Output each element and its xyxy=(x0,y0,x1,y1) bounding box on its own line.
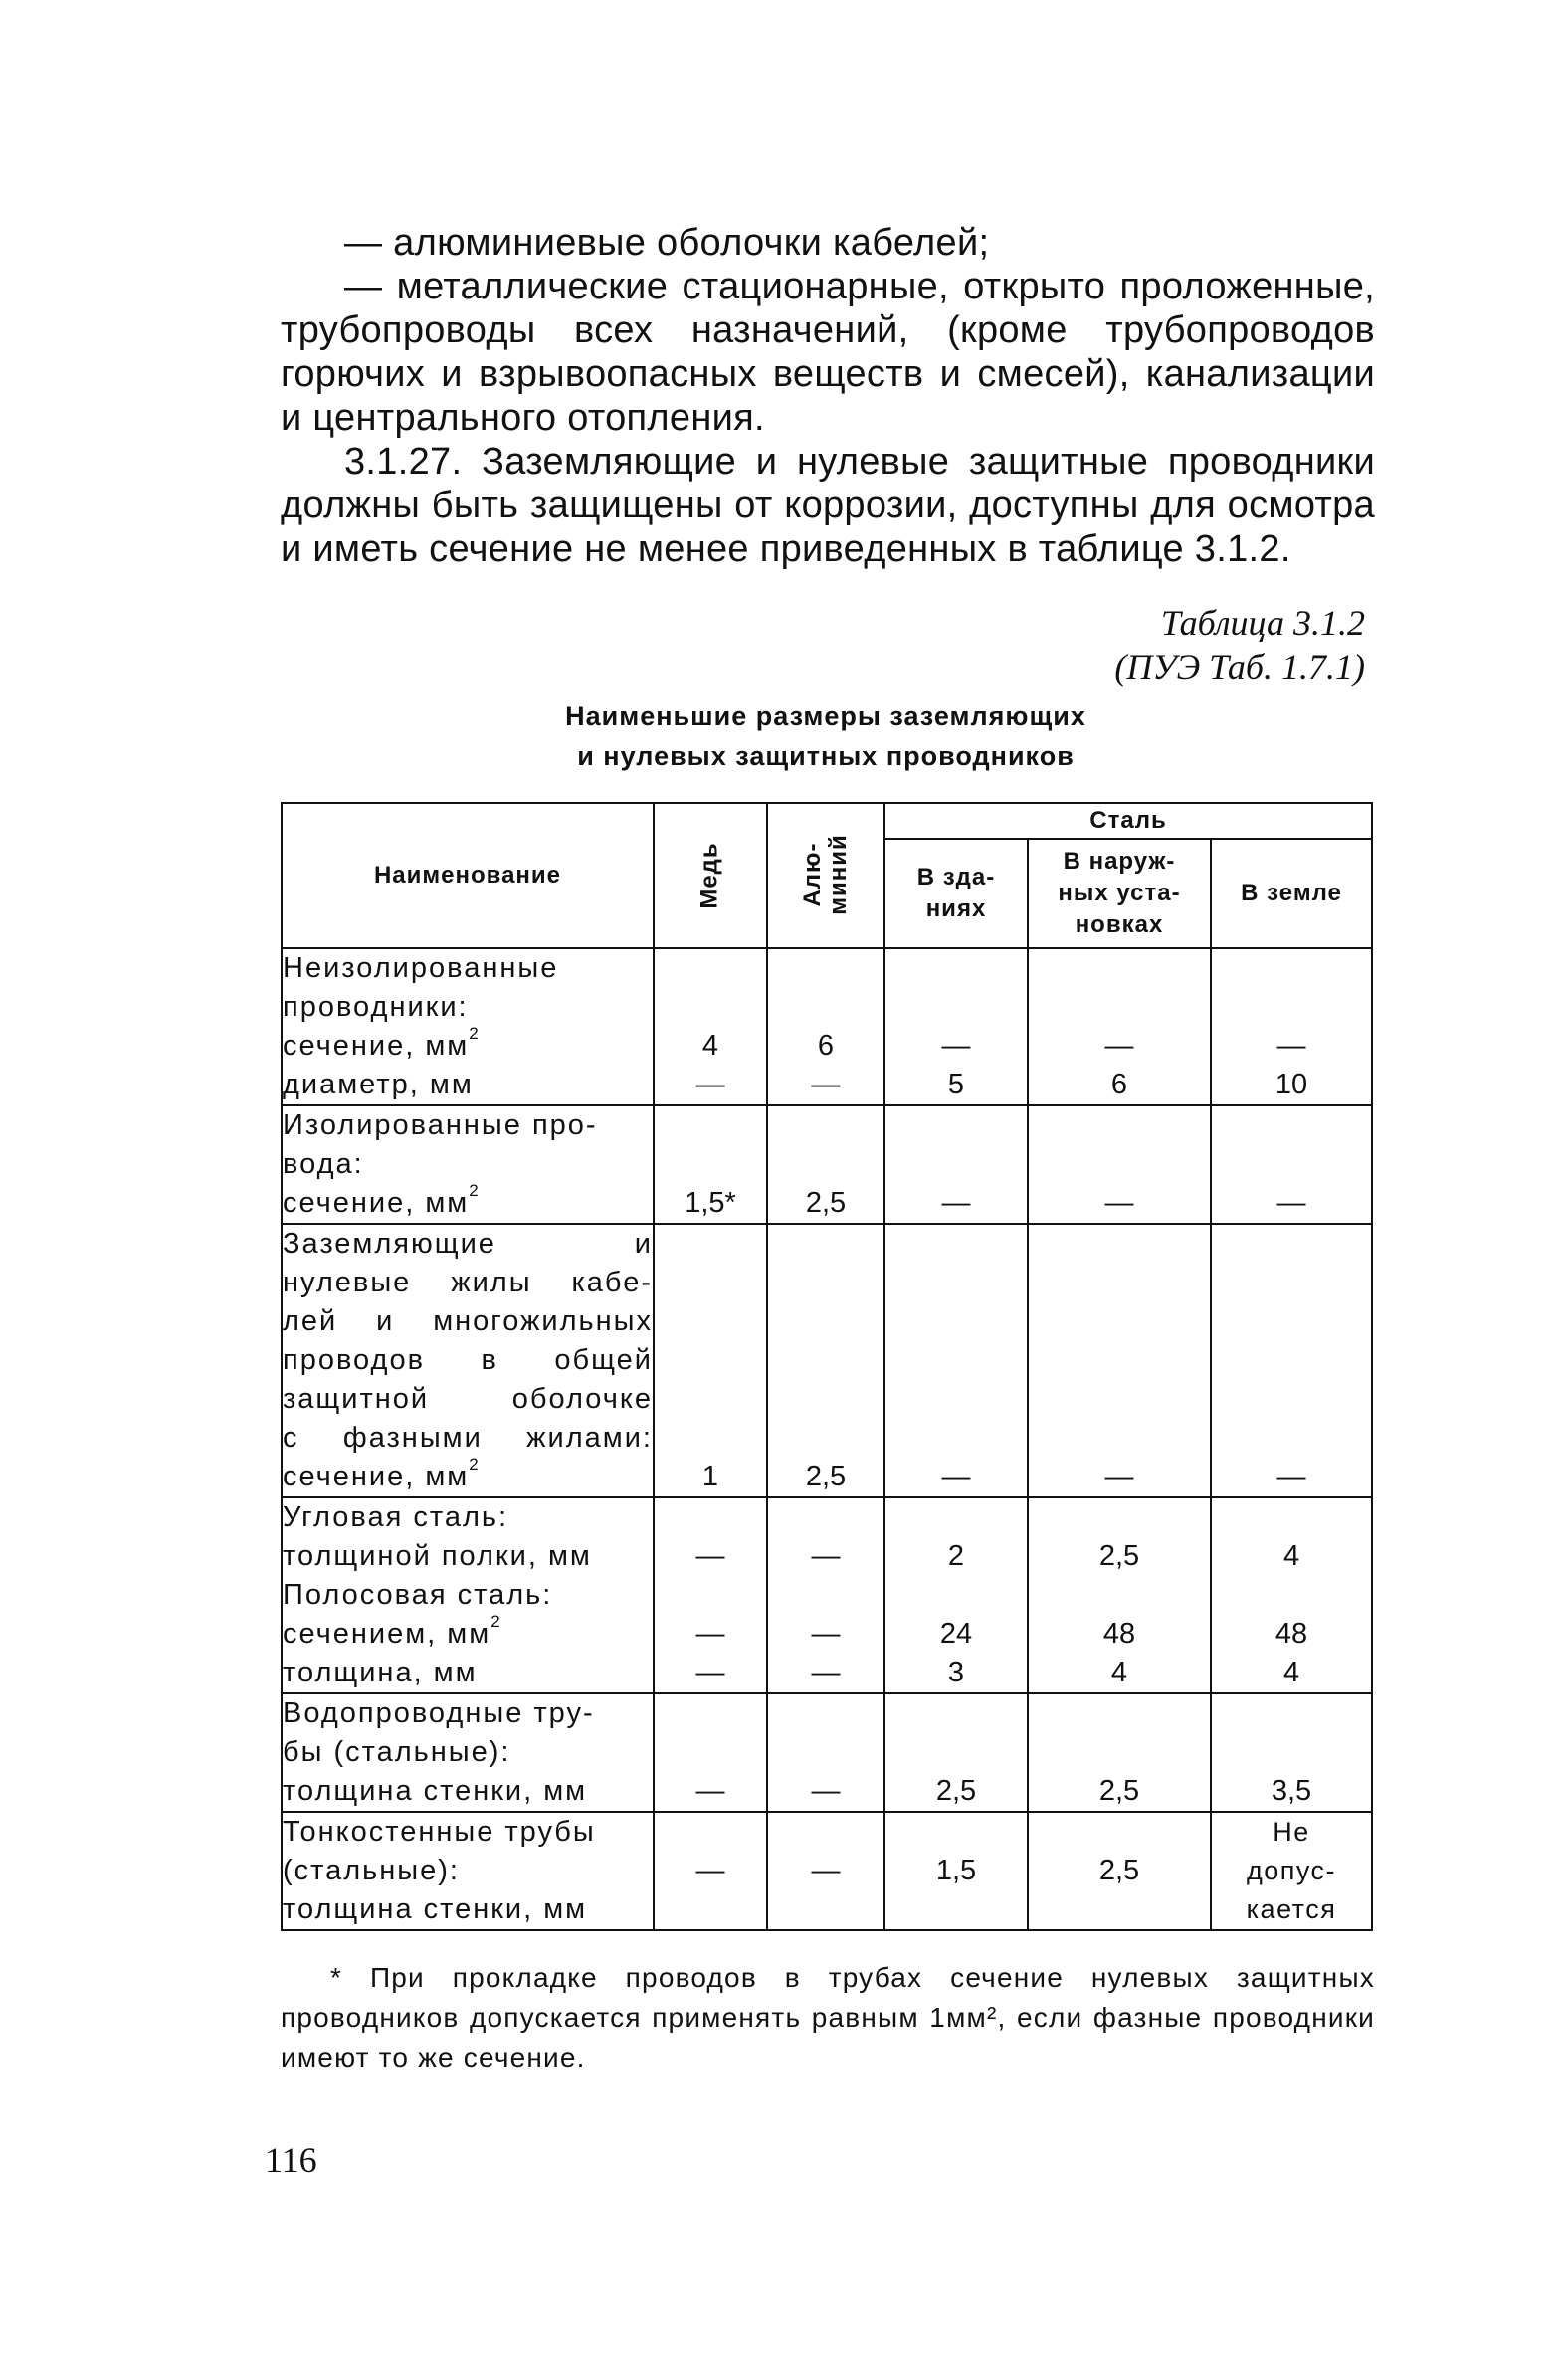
cell-value: — xyxy=(695,1618,725,1650)
cell-value: 3 xyxy=(947,1657,965,1688)
cell-value xyxy=(655,1264,766,1302)
cell-value: — xyxy=(811,1540,841,1572)
cell-value: — xyxy=(811,1618,841,1650)
cell-value: — xyxy=(695,1657,725,1688)
cell-value xyxy=(885,1380,1027,1419)
cell-value: 2,5 xyxy=(1098,1540,1140,1572)
cell-value xyxy=(885,1733,1027,1772)
cell-in-ground xyxy=(1211,1224,1372,1497)
cell-value: кается xyxy=(1246,1894,1337,1924)
cell-value xyxy=(1212,1225,1371,1264)
superscript: 2 xyxy=(469,1455,481,1474)
cell-value: — xyxy=(695,1855,725,1886)
cell-value: — xyxy=(941,1461,971,1492)
cell-value xyxy=(768,988,883,1027)
cell-aluminium xyxy=(767,1105,884,1224)
table-row xyxy=(282,1105,1372,1224)
header-outdoor: В наруж- ных уста- новках xyxy=(1028,839,1211,948)
cell-value xyxy=(655,949,766,988)
cell-value xyxy=(655,1890,766,1929)
cell-value xyxy=(885,1498,1027,1537)
paragraph-3-1-27: 3.1.27. Заземляющие и нулевые защитные проводники должны быть защищены от коррозии, доступны для осмотра и иметь сечение не менее приведенных в таблице 3.1.2. xyxy=(281,441,1375,570)
cell-value xyxy=(655,1813,766,1852)
cell-value: 6 xyxy=(1110,1069,1128,1100)
cell-value xyxy=(885,1890,1027,1929)
cell-value: — xyxy=(1276,1461,1306,1492)
cell-value xyxy=(885,1145,1027,1184)
cell-value: 2 xyxy=(947,1540,965,1572)
cell-value xyxy=(1212,1694,1371,1733)
cell-value: — xyxy=(811,1775,841,1807)
cell-value xyxy=(768,1145,883,1184)
cell-copper xyxy=(654,1693,767,1812)
cell-aluminium xyxy=(767,1693,884,1812)
cell-value: 4 xyxy=(1282,1657,1300,1688)
cell-value xyxy=(885,1576,1027,1615)
cell-value xyxy=(1212,1145,1371,1184)
cell-aluminium xyxy=(767,1497,884,1693)
cell-value xyxy=(655,1419,766,1458)
cell-value: Не xyxy=(1273,1817,1310,1847)
row-name-line: толщиной полки, мм xyxy=(283,1540,592,1572)
cell-in-ground xyxy=(1211,1105,1372,1224)
superscript: 2 xyxy=(469,1024,481,1043)
cell-copper xyxy=(654,1812,767,1930)
cell-value xyxy=(1212,1380,1371,1419)
cell-value xyxy=(885,1302,1027,1341)
cell-value xyxy=(1029,1341,1210,1380)
cell-copper xyxy=(654,1105,767,1224)
cell-value xyxy=(1212,1576,1371,1615)
cell-in-buildings xyxy=(884,1693,1028,1812)
superscript: 2 xyxy=(469,1181,481,1200)
row-name-line: толщина стенки, мм xyxy=(283,1775,588,1807)
cell-aluminium xyxy=(767,948,884,1105)
cell-value xyxy=(655,1302,766,1341)
cell-value xyxy=(655,1576,766,1615)
cell-in-buildings xyxy=(884,1105,1028,1224)
row-name-line: защитной оболочке xyxy=(283,1383,653,1415)
row-name-line: сечение, $мм^2$ xyxy=(283,1181,481,1219)
cell-outdoor xyxy=(1028,1693,1211,1812)
cell-outdoor xyxy=(1028,1224,1211,1497)
cell-value xyxy=(885,1341,1027,1380)
cell-value xyxy=(655,988,766,1027)
cell-value: 24 xyxy=(939,1618,973,1650)
cell-value xyxy=(1029,1264,1210,1302)
table-row xyxy=(282,1693,1372,1812)
cell-value: 4 xyxy=(1110,1657,1128,1688)
cell-value xyxy=(885,988,1027,1027)
cell-value: — xyxy=(695,1540,725,1572)
cell-value xyxy=(768,1576,883,1615)
cell-value: 4 xyxy=(701,1030,719,1062)
row-name-line: Водопроводные тру- xyxy=(283,1697,595,1729)
cell-in-buildings xyxy=(884,948,1028,1105)
cell-value xyxy=(768,1106,883,1145)
cell-copper xyxy=(654,1497,767,1693)
cell-copper xyxy=(654,1224,767,1497)
row-name-line: Угловая сталь: xyxy=(283,1501,509,1533)
cell-value xyxy=(768,1733,883,1772)
cell-in-ground xyxy=(1211,1497,1372,1693)
cell-value: 5 xyxy=(947,1069,965,1100)
cell-value xyxy=(655,1106,766,1145)
row-name-line: толщина стенки, мм xyxy=(283,1893,588,1925)
header-copper-label: Медь xyxy=(695,842,723,909)
cell-value xyxy=(1029,1890,1210,1929)
row-name-line: Изолированные про- xyxy=(283,1109,598,1141)
table-row xyxy=(282,1497,1372,1693)
page-number: 116 xyxy=(265,2140,317,2180)
cell-in-ground xyxy=(1211,1812,1372,1930)
footnote xyxy=(281,1958,1375,2077)
cell-value: 1 xyxy=(701,1461,719,1492)
cell-value xyxy=(768,1694,883,1733)
cell-value: — xyxy=(1276,1030,1306,1062)
row-name-line: проводов в общей xyxy=(283,1344,653,1376)
cell-value xyxy=(768,1890,883,1929)
table-body xyxy=(282,948,1372,1930)
table-title xyxy=(281,696,1371,776)
cell-value xyxy=(1212,1106,1371,1145)
cell-value xyxy=(768,949,883,988)
cell-value xyxy=(1029,1225,1210,1264)
cell-value: — xyxy=(1104,1461,1134,1492)
cell-value: — xyxy=(1276,1187,1306,1219)
cell-value xyxy=(768,1225,883,1264)
row-name-cell xyxy=(282,1224,654,1497)
cell-value xyxy=(1029,1302,1210,1341)
row-name-line: проводники: xyxy=(283,991,469,1023)
cell-value xyxy=(885,1813,1027,1852)
cell-value: — xyxy=(1104,1187,1134,1219)
table-reference xyxy=(768,601,1365,689)
cell-copper xyxy=(654,948,767,1105)
cell-value: 48 xyxy=(1102,1618,1136,1650)
cell-value xyxy=(1029,1380,1210,1419)
cell-value: — xyxy=(811,1657,841,1688)
row-name-line: диаметр, мм xyxy=(283,1069,474,1100)
cell-value: 2,5 xyxy=(1098,1855,1140,1886)
header-copper xyxy=(654,803,767,948)
cell-value xyxy=(1029,1813,1210,1852)
table-row xyxy=(282,948,1372,1105)
row-name-line: Заземляющие и xyxy=(283,1228,653,1260)
cell-value xyxy=(1029,988,1210,1027)
cell-value: 4 xyxy=(1282,1540,1300,1572)
cell-value xyxy=(768,1498,883,1537)
cell-value xyxy=(1029,1733,1210,1772)
row-name-line: Тонкостенные трубы xyxy=(283,1816,596,1848)
paragraph-aluminium-sheaths: — алюминиевые оболочки кабелей; xyxy=(344,222,990,264)
cell-aluminium xyxy=(767,1812,884,1930)
header-name: Наименование xyxy=(282,803,654,948)
cell-value xyxy=(655,1380,766,1419)
header-aluminium xyxy=(767,803,884,948)
row-name-cell xyxy=(282,1105,654,1224)
cell-value xyxy=(885,1419,1027,1458)
cell-in-buildings xyxy=(884,1812,1028,1930)
cell-value xyxy=(655,1145,766,1184)
cell-value xyxy=(1029,1498,1210,1537)
table-row xyxy=(282,1812,1372,1930)
cell-value xyxy=(1212,1733,1371,1772)
cell-value: 1,5* xyxy=(685,1187,736,1219)
cell-value: — xyxy=(941,1187,971,1219)
cell-value xyxy=(768,1419,883,1458)
row-name-line: сечение, $мм^2$ xyxy=(283,1455,481,1492)
cell-value xyxy=(655,1341,766,1380)
cell-value xyxy=(655,1733,766,1772)
body-text xyxy=(281,221,1375,571)
header-aluminium-label: Алю- миний xyxy=(799,833,852,915)
cell-value xyxy=(1029,1419,1210,1458)
cell-value xyxy=(1029,1106,1210,1145)
cell-in-ground xyxy=(1211,1693,1372,1812)
cell-value xyxy=(1212,949,1371,988)
row-name-line: сечение, $мм^2$ xyxy=(283,1024,481,1062)
cell-outdoor xyxy=(1028,1497,1211,1693)
cell-value xyxy=(1212,1498,1371,1537)
row-name-line: бы (стальные): xyxy=(283,1736,511,1768)
cell-value: — xyxy=(811,1855,841,1886)
cell-value: — xyxy=(811,1069,841,1100)
cell-in-ground xyxy=(1211,948,1372,1105)
table-number: Таблица 3.1.2 xyxy=(1160,603,1365,643)
superscript: 2 xyxy=(490,1612,502,1631)
cell-value xyxy=(1029,1576,1210,1615)
cell-value xyxy=(1212,1302,1371,1341)
header-in-ground: В земле xyxy=(1211,839,1372,948)
conductor-sizes-table xyxy=(281,802,1373,1931)
row-name-line: нулевые жилы кабе- xyxy=(283,1267,653,1298)
cell-value xyxy=(768,1302,883,1341)
row-name-line: вода: xyxy=(283,1148,364,1180)
cell-value xyxy=(1212,1419,1371,1458)
row-name-line: лей и многожильных xyxy=(283,1305,653,1337)
row-name-line: Неизолированные xyxy=(283,952,559,984)
cell-aluminium xyxy=(767,1224,884,1497)
cell-outdoor xyxy=(1028,1105,1211,1224)
cell-value: — xyxy=(941,1030,971,1062)
cell-value: 3,5 xyxy=(1271,1775,1312,1807)
cell-value: 2,5 xyxy=(1098,1775,1140,1807)
row-name-line: толщина, мм xyxy=(283,1657,478,1688)
header-steel: Сталь xyxy=(884,803,1372,839)
cell-in-buildings xyxy=(884,1497,1028,1693)
cell-value: — xyxy=(1104,1030,1134,1062)
cell-value xyxy=(768,1813,883,1852)
cell-value xyxy=(768,1341,883,1380)
cell-value: 1,5 xyxy=(935,1855,977,1886)
cell-value xyxy=(655,1694,766,1733)
header-in-buildings: В зда- ниях xyxy=(884,839,1028,948)
row-name-line: Полосовая сталь: xyxy=(283,1579,553,1611)
cell-value: 2,5 xyxy=(805,1187,847,1219)
cell-value: допус- xyxy=(1246,1856,1337,1885)
cell-value: — xyxy=(695,1069,725,1100)
cell-value xyxy=(885,1225,1027,1264)
cell-value: 48 xyxy=(1274,1618,1308,1650)
cell-value xyxy=(768,1380,883,1419)
cell-value xyxy=(885,1264,1027,1302)
cell-outdoor xyxy=(1028,948,1211,1105)
row-name-cell xyxy=(282,1812,654,1930)
cell-value: 6 xyxy=(817,1030,835,1062)
cell-outdoor xyxy=(1028,1812,1211,1930)
table-title-line-1: Наименьшие размеры заземляющих xyxy=(565,701,1086,731)
row-name-cell xyxy=(282,948,654,1105)
row-name-line: сечением, $мм^2$ xyxy=(283,1612,502,1650)
cell-value: 2,5 xyxy=(935,1775,977,1807)
cell-value xyxy=(1212,1341,1371,1380)
cell-value: 2,5 xyxy=(805,1461,847,1492)
cell-value xyxy=(1212,988,1371,1027)
row-name-cell xyxy=(282,1693,654,1812)
table-source: (ПУЭ Таб. 1.7.1) xyxy=(1114,647,1365,687)
cell-value xyxy=(1212,1264,1371,1302)
table-title-line-2: и нулевых защитных проводников xyxy=(577,741,1075,771)
row-name-cell xyxy=(282,1497,654,1693)
cell-value xyxy=(885,949,1027,988)
row-name-line: с фазными жилами: xyxy=(283,1422,653,1454)
cell-value xyxy=(768,1264,883,1302)
cell-value xyxy=(655,1225,766,1264)
cell-value xyxy=(1029,949,1210,988)
footnote-text: * При прокладке проводов в трубах сечение нулевых защитных проводников допускается применять равным 1мм², если фазные проводники имеют то же сечение. xyxy=(281,1962,1375,2073)
cell-value: — xyxy=(695,1775,725,1807)
cell-value xyxy=(655,1498,766,1537)
cell-in-buildings xyxy=(884,1224,1028,1497)
cell-value xyxy=(885,1694,1027,1733)
table-row xyxy=(282,1224,1372,1497)
cell-value: 10 xyxy=(1274,1069,1308,1100)
cell-value xyxy=(1029,1694,1210,1733)
cell-value xyxy=(885,1106,1027,1145)
row-name-line: (стальные): xyxy=(283,1855,460,1886)
paragraph-metal-pipelines: — металлические стационарные, открыто проложенные, трубопроводы всех назначений, (кроме трубопроводов горючих и взрывоопасных веществ и смесей), канализации и центрального отопления. xyxy=(281,266,1375,439)
cell-value xyxy=(1029,1145,1210,1184)
